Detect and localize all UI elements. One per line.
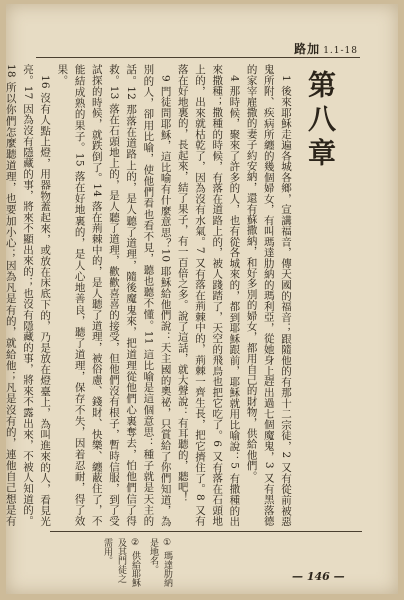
header-book: 路加 <box>294 42 321 56</box>
footnote: ② 供給耶穌及其門徒之需用。 <box>102 538 140 587</box>
paragraph: 4 那時候，聚來了許多的人，也有從各城來的，都到耶穌跟前，耶穌就用比喻說：5 有撒種的出來撒種；撒種的時候，有落在道路上的，被人踐踏了，天空的飛鳥也把它吃了。6 又有落在石頭地上的，出來就枯乾了，因為沒有水氣。7 又有落在荊棘中的，荊棘一齊生長，把它擠住了。8 又有落在好地裏的，長起來，結了果子，有一百倍之多。說了這話，就大聲說：有耳聽的，聽吧！ <box>176 64 241 526</box>
footnote-rule <box>50 531 362 532</box>
paragraph: 1 後來耶穌走遍各城各鄉，宣講福音，傳天國的福音；跟隨他的有那十二宗徒，2 又有從前被惡鬼所附、疾病所纏的幾個婦女，有叫瑪達肋納的瑪利亞，從她身上趕出過七個魔鬼，3 又有黑落德的家宰雇撒的妻子約安納，還有蘇撒納，和好多別的婦女，都用自己的財物，供給他們。 <box>245 64 292 526</box>
paragraph: 9 門徒問耶穌，這比喻有什麼意思？10 耶穌給他們說：天主國的奧祕，只賞給了你們知道，為別的人，卻用比喻，使他們看也看不見，聽也聽不懂。11 這比喻是這個意思：種子就是天主的話。12 那落在道路上的，是人聽了道理，隨後魔鬼來，把道理從他們心裏奪去，怕他們信了得救。13 落在石頭地上的，是人聽了道理，歡歡喜喜的接受，但他們沒有根子，暫時信服，到了受試探的時候，就跌倒了。14 落在荊棘中的，是人聽了道理，被俗慮、錢財、快樂、纏蔽住了，不能結成熟的果子。15 落在好地裏的，是人心地善良，聽了道理，保存不失，因着忍耐，得了效果。 <box>56 64 172 526</box>
chapter-title: 第八章 <box>304 70 337 172</box>
footnote: ① 瑪達肋納是地名。 <box>148 538 172 587</box>
running-header <box>294 40 358 57</box>
scripture-text <box>4 64 294 526</box>
footnotes <box>24 538 174 588</box>
book-page <box>6 4 398 594</box>
paragraph: 16 沒有人點上燈，用器物蓋起來，或放在床底下的，乃是放在燈臺上，為叫進來的人，看見光亮。17 因為沒有隱藏的事，將來不顯出來的；也沒有隱藏的事，將來不露出來，不被人知道的。18 所以你們怎麼聽道理，也要加小心；因為凡是有的，就給他；凡是沒有的，連他自己想是有 <box>4 64 52 526</box>
header-reference: 1.1-18 <box>323 46 358 56</box>
page-number: — 146 — <box>292 570 345 583</box>
top-rule <box>36 57 360 58</box>
